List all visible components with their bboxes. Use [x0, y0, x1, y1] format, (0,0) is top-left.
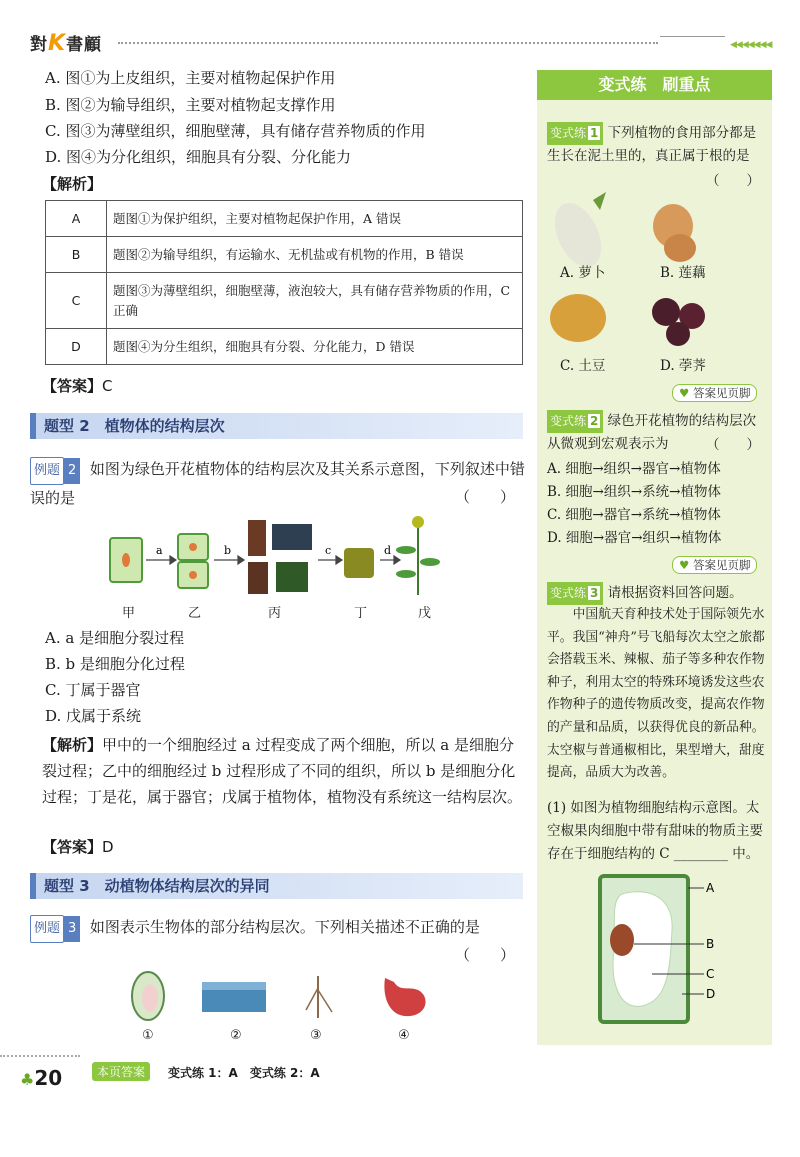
ex1-option-a: A. 图①为上皮组织，主要对植物起保护作用 — [45, 69, 336, 87]
practice3-material: 中国航天育种技术处于国际领先水平。我国“神舟”号飞船每次太空之旅都会搭载玉米、辣椒、茄子等多种农作物种子，利用太空的特殊环境诱发这些农作物种子的遗传物质改变，提高农作物的产量和品质，以获得优良的新品种。太空椒与普通椒相比，果型增大，甜度提高，品质大为改善。 — [547, 607, 765, 781]
practice1-option-b: B. 莲藕 — [660, 265, 706, 281]
header-line — [660, 36, 725, 37]
header-arrows-icon: ◀◀◀◀◀◀◀ — [730, 40, 772, 50]
ex2-answer: 【答案】D — [42, 838, 114, 856]
water-chestnut-icon — [652, 298, 705, 346]
practice1-question: 变式练 1 下列植物的食用部分都是生长在泥土里的，真正属于根的是 — [547, 122, 767, 168]
diagram-label: 丙 — [268, 606, 282, 621]
example2-paren: （ ） — [455, 488, 516, 506]
table-row: A 题图①为保护组织，主要对植物起保护作用，A 错误 — [46, 201, 523, 237]
practice-panel-header: 变式练 刷重点 — [537, 70, 772, 100]
diagram-label: 甲 — [122, 606, 136, 621]
practice3-q1: (1) 如图为植物细胞结构示意图。太空椒果肉细胞中带有甜味的物质主要存在于细胞结构的 C ________ 中。 — [547, 800, 763, 862]
footer-answers: 变式练 1：A 变式练 2：A — [168, 1066, 320, 1080]
diagram-label: 戊 — [418, 606, 432, 621]
table-row: B 题图②为输导组织，有运输水、无机盐或有机物的作用，B 错误 — [46, 237, 523, 273]
example3-paren: （ ） — [455, 946, 516, 964]
practice2-option-d: D. 细胞→器官→组织→植物体 — [547, 530, 722, 546]
arrow-label: d — [384, 544, 392, 557]
practice2-option-c: C. 细胞→器官→系统→植物体 — [547, 507, 721, 523]
brand-logo: 對K書顧 — [30, 31, 103, 56]
figure-label: ④ — [398, 1028, 410, 1043]
flower-icon — [344, 548, 374, 578]
plant-hierarchy-diagram — [100, 510, 460, 600]
potato-icon — [550, 294, 606, 342]
ex1-option-d: D. 图④为分化组织，细胞具有分裂、分化能力 — [45, 148, 352, 166]
arrow-label: c — [325, 544, 332, 557]
cell-icon — [110, 538, 142, 582]
practice2-question: 变式练 2 绿色开花植物的结构层次从微观到宏观表示为 — [547, 410, 767, 456]
example2-question: 例题 2 如图为绿色开花植物体的结构层次及其关系示意图，下列叙述中错误的是 — [30, 456, 525, 511]
diagram-label: 丁 — [354, 606, 368, 621]
table-row: D 题图④为分生组织，细胞具有分裂、分化能力，D 错误 — [46, 329, 523, 365]
ex1-option-b: B. 图②为输导组织，主要对植物起支撑作用 — [45, 96, 336, 114]
figure-label: ③ — [310, 1028, 322, 1043]
page-number: ♣20 — [20, 1066, 63, 1090]
arrow-label: a — [156, 544, 163, 557]
practice1-option-a: A. 萝卜 — [560, 265, 606, 281]
footer-answer-tag: 本页答案 — [92, 1062, 150, 1081]
pin-icon: ♥ — [679, 386, 690, 400]
practice2-option-b: B. 细胞→组织→系统→植物体 — [547, 484, 721, 500]
stomach-icon — [384, 978, 425, 1016]
practice3-question: 变式练 3 请根据资料回答问题。 — [547, 582, 767, 605]
cell-label: B — [706, 937, 715, 951]
structure-levels-figure — [120, 968, 440, 1024]
sprout-icon: ♣ — [20, 1070, 35, 1089]
header-dotted-line — [118, 42, 658, 44]
practice1-option-d: D. 荸荠 — [660, 358, 706, 374]
practice2-answer-hint: ♥ 答案见页脚 — [672, 556, 757, 574]
ex1-analysis-table — [45, 200, 523, 365]
tissue-block-icon — [202, 982, 266, 1012]
figure-label: ② — [230, 1028, 242, 1043]
cell-label: D — [706, 987, 716, 1001]
section-title-type3: 题型 3 动植物体结构层次的异同 — [30, 873, 523, 899]
figure-label: ① — [142, 1028, 154, 1043]
practice1-option-c: C. 土豆 — [560, 358, 606, 374]
pin-icon: ♥ — [679, 558, 690, 572]
practice2-paren: （ ） — [706, 437, 760, 453]
ex1-analysis-title: 【解析】 — [42, 175, 103, 193]
plant-cell-icon — [132, 972, 164, 1020]
ex2-option-d: D. 戊属于系统 — [45, 707, 142, 725]
ex2-option-a: A. a 是细胞分裂过程 — [45, 629, 185, 647]
two-cells-icon — [178, 534, 208, 588]
ex1-option-c: C. 图③为薄壁组织，细胞壁薄，具有储存营养物质的作用 — [45, 122, 426, 140]
root-icon — [306, 976, 332, 1018]
diagram-label: 乙 — [188, 606, 202, 621]
cell-label: C — [706, 967, 715, 981]
plant-icon — [396, 516, 440, 595]
cell-label: A — [706, 881, 715, 895]
section-title-type2: 题型 2 植物体的结构层次 — [30, 413, 523, 439]
practice1-paren: （ ） — [706, 173, 760, 189]
table-row: C 题图③为薄壁组织，细胞壁薄，液泡较大，具有储存营养物质的作用，C 正确 — [46, 273, 523, 329]
example3-question: 例题 3 如图表示生物体的部分结构层次。下列相关描述不正确的是 — [30, 914, 525, 943]
ex2-analysis: 【解析】甲中的一个细胞经过 a 过程变成了两个细胞，所以 a 是细胞分裂过程；乙中的细胞经过 b 过程形成了不同的组织，所以 b 是细胞分化过程；丁是花，属于器官；戊属于植物体，植物没有系统这一结构层次。 — [42, 736, 523, 806]
page-header — [0, 0, 800, 60]
plant-cell-diagram — [592, 870, 742, 1030]
practice1-answer-hint: ♥ 答案见页脚 — [672, 384, 757, 402]
practice2-option-a: A. 细胞→组织→器官→植物体 — [547, 461, 721, 477]
lotus-root-icon — [653, 204, 696, 262]
ex1-answer: 【答案】C — [42, 377, 113, 395]
ex2-option-b: B. b 是细胞分化过程 — [45, 655, 185, 673]
ex2-option-c: C. 丁属于器官 — [45, 681, 141, 699]
tissues-icon — [248, 520, 312, 594]
arrow-label: b — [224, 544, 232, 557]
